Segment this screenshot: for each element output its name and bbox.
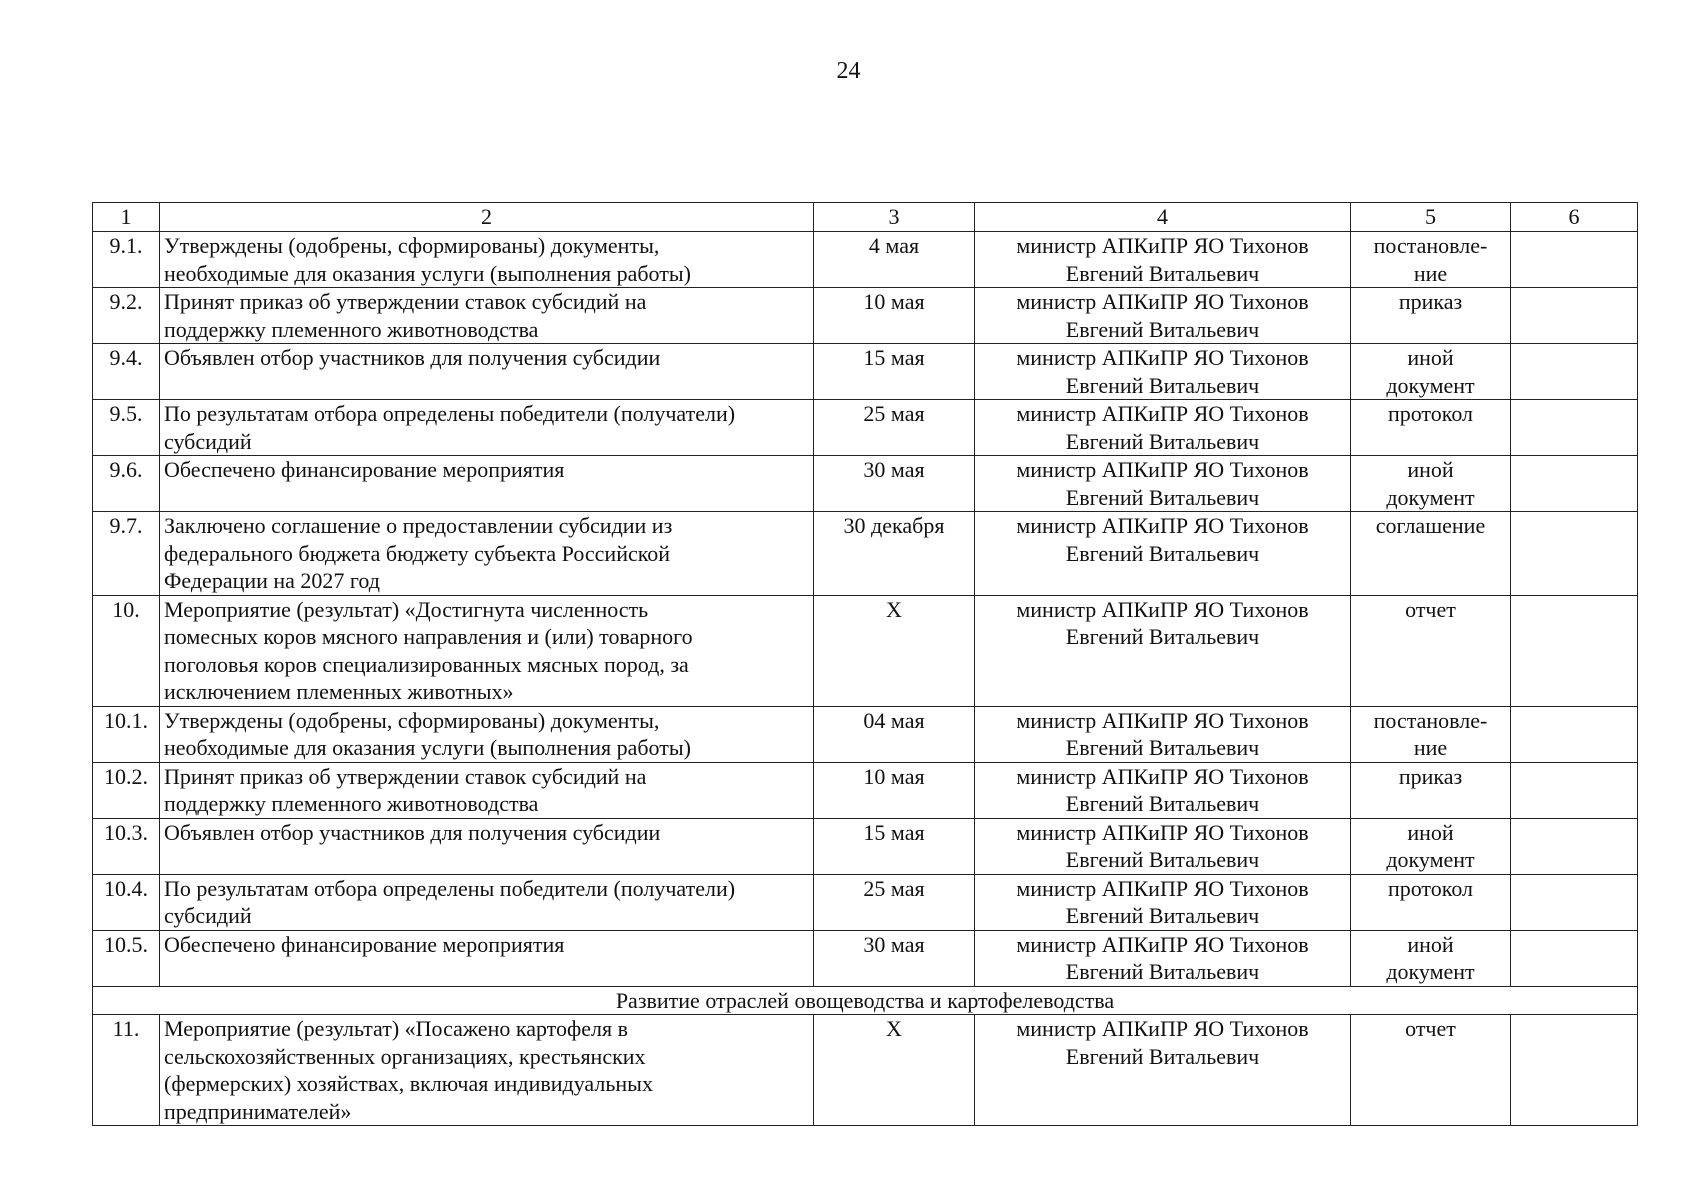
- doc-line: соглашение: [1375, 513, 1486, 538]
- row-date: 30 мая: [814, 930, 975, 986]
- section-row: [93, 986, 1638, 1015]
- resp-line: министр АПКиПР ЯО Тихонов: [1016, 233, 1309, 258]
- desc-line: субсидий: [164, 428, 252, 454]
- row-document-type: [1351, 232, 1511, 288]
- row-responsible: [975, 930, 1351, 986]
- table-row: [93, 1015, 1638, 1126]
- desc-line: (фермерских) хозяйствах, включая индивидуальных: [164, 1071, 653, 1096]
- row-description: [160, 930, 814, 986]
- row-responsible: [975, 706, 1351, 762]
- doc-line: ние: [1413, 735, 1448, 760]
- row-document-type: [1351, 344, 1511, 400]
- doc-line: приказ: [1398, 289, 1463, 314]
- desc-line: помесных коров мясного направления и (или) товарного: [164, 624, 693, 649]
- row-extra: [1511, 930, 1638, 986]
- row-date: 10 мая: [814, 762, 975, 818]
- resp-line: Евгений Витальевич: [1065, 484, 1260, 510]
- row-description: [160, 874, 814, 930]
- table-row: [93, 874, 1638, 930]
- resp-line: Евгений Витальевич: [1065, 1043, 1260, 1069]
- table-row: [93, 595, 1638, 706]
- table-row: [93, 344, 1638, 400]
- row-extra: [1511, 1015, 1638, 1126]
- row-number: 10.4.: [93, 874, 160, 930]
- row-date: 30 мая: [814, 456, 975, 512]
- desc-line: необходимые для оказания услуги (выполнения работы): [164, 260, 691, 286]
- row-extra: [1511, 232, 1638, 288]
- doc-line: иной: [1407, 819, 1454, 845]
- desc-line: Утверждены (одобрены, сформированы) документы,: [164, 233, 660, 258]
- row-extra: [1511, 288, 1638, 344]
- resp-line: министр АПКиПР ЯО Тихонов: [1016, 289, 1309, 314]
- row-date: 15 мая: [814, 344, 975, 400]
- row-number: 10.2.: [93, 762, 160, 818]
- doc-line: документ: [1386, 372, 1475, 398]
- doc-line: отчет: [1405, 1016, 1456, 1041]
- row-number: 9.1.: [93, 232, 160, 288]
- row-document-type: [1351, 288, 1511, 344]
- row-number: 10.1.: [93, 706, 160, 762]
- row-document-type: [1351, 595, 1511, 706]
- row-document-type: [1351, 512, 1511, 596]
- resp-line: министр АПКиПР ЯО Тихонов: [1016, 513, 1309, 538]
- resp-line: Евгений Витальевич: [1065, 624, 1260, 649]
- row-number: 9.7.: [93, 512, 160, 596]
- doc-line: документ: [1386, 484, 1475, 510]
- row-responsible: [975, 762, 1351, 818]
- table-row: [93, 930, 1638, 986]
- desc-line: поддержку племенного животноводства: [164, 316, 539, 342]
- row-extra: [1511, 818, 1638, 874]
- desc-line: По результатам отбора определены победители (получатели): [164, 875, 736, 901]
- row-responsible: [975, 595, 1351, 706]
- row-description: [160, 818, 814, 874]
- table-row: [93, 232, 1638, 288]
- doc-line: ние: [1413, 260, 1448, 286]
- row-description: [160, 1015, 814, 1126]
- row-document-type: [1351, 930, 1511, 986]
- row-responsible: [975, 344, 1351, 400]
- row-extra: [1511, 762, 1638, 818]
- table-row: [93, 762, 1638, 818]
- resp-line: министр АПКиПР ЯО Тихонов: [1016, 707, 1309, 733]
- desc-line: Утверждены (одобрены, сформированы) документы,: [164, 707, 660, 733]
- desc-line: исключением племенных животных»: [164, 679, 514, 704]
- row-document-type: [1351, 818, 1511, 874]
- row-description: [160, 288, 814, 344]
- row-description: [160, 595, 814, 706]
- row-date: 15 мая: [814, 818, 975, 874]
- row-number: 9.4.: [93, 344, 160, 400]
- row-document-type: [1351, 706, 1511, 762]
- row-extra: [1511, 706, 1638, 762]
- desc-line: поддержку племенного животноводства: [164, 791, 539, 816]
- header-col-5: 5: [1351, 203, 1511, 232]
- resp-line: министр АПКиПР ЯО Тихонов: [1016, 875, 1309, 901]
- desc-line: По результатам отбора определены победители (получатели): [164, 401, 736, 426]
- desc-line: Объявлен отбор участников для получения субсидии: [164, 819, 661, 845]
- desc-line: Мероприятие (результат) «Посажено картофеля в: [164, 1016, 629, 1041]
- row-description: [160, 232, 814, 288]
- row-responsible: [975, 1015, 1351, 1126]
- resp-line: министр АПКиПР ЯО Тихонов: [1016, 1016, 1309, 1041]
- row-extra: [1511, 400, 1638, 456]
- resp-line: Евгений Витальевич: [1065, 791, 1260, 816]
- row-responsible: [975, 288, 1351, 344]
- desc-line: Принят приказ об утверждении ставок субсидий на: [164, 289, 647, 314]
- desc-line: Мероприятие (результат) «Достигнута численность: [164, 596, 649, 622]
- row-responsible: [975, 818, 1351, 874]
- resp-line: Евгений Витальевич: [1065, 847, 1260, 872]
- table-row: [93, 456, 1638, 512]
- row-date: Х: [814, 595, 975, 706]
- resp-line: Евгений Витальевич: [1065, 260, 1260, 286]
- row-date: 25 мая: [814, 400, 975, 456]
- desc-line: Заключено соглашение о предоставлении субсидии из: [164, 513, 673, 538]
- row-responsible: [975, 874, 1351, 930]
- doc-line: постановле-: [1373, 707, 1488, 733]
- table-row: [93, 288, 1638, 344]
- resp-line: министр АПКиПР ЯО Тихонов: [1016, 819, 1309, 845]
- header-col-2: 2: [160, 203, 814, 232]
- table-row: [93, 400, 1638, 456]
- row-number: 10.5.: [93, 930, 160, 986]
- row-number: 10.3.: [93, 818, 160, 874]
- row-responsible: [975, 400, 1351, 456]
- desc-line: необходимые для оказания услуги (выполнения работы): [164, 735, 691, 760]
- row-responsible: [975, 232, 1351, 288]
- resp-line: министр АПКиПР ЯО Тихонов: [1016, 931, 1309, 957]
- row-extra: [1511, 512, 1638, 596]
- row-date: 04 мая: [814, 706, 975, 762]
- row-extra: [1511, 344, 1638, 400]
- row-number: 9.6.: [93, 456, 160, 512]
- header-col-1: 1: [93, 203, 160, 232]
- desc-line: федерального бюджета бюджету субъекта Российской: [164, 540, 671, 566]
- resp-line: министр АПКиПР ЯО Тихонов: [1016, 596, 1309, 622]
- resp-line: Евгений Витальевич: [1065, 372, 1260, 398]
- doc-line: приказ: [1398, 763, 1463, 789]
- desc-line: поголовья коров специализированных мясных пород, за: [164, 651, 689, 677]
- row-document-type: [1351, 456, 1511, 512]
- row-extra: [1511, 456, 1638, 512]
- row-description: [160, 344, 814, 400]
- header-row: [93, 203, 1638, 232]
- plan-table: [92, 202, 1638, 1126]
- resp-line: Евгений Витальевич: [1065, 540, 1260, 566]
- resp-line: министр АПКиПР ЯО Тихонов: [1016, 401, 1309, 426]
- resp-line: Евгений Витальевич: [1065, 903, 1260, 928]
- row-responsible: [975, 456, 1351, 512]
- row-description: [160, 456, 814, 512]
- row-number: 10.: [93, 595, 160, 706]
- resp-line: Евгений Витальевич: [1065, 316, 1260, 342]
- row-document-type: [1351, 762, 1511, 818]
- row-document-type: [1351, 874, 1511, 930]
- doc-line: иной: [1407, 457, 1454, 482]
- desc-line: Обеспечено финансирование мероприятия: [164, 931, 565, 957]
- doc-line: документ: [1386, 847, 1475, 872]
- resp-line: министр АПКиПР ЯО Тихонов: [1016, 763, 1309, 789]
- table-row: [93, 512, 1638, 596]
- row-date: Х: [814, 1015, 975, 1126]
- row-description: [160, 762, 814, 818]
- resp-line: министр АПКиПР ЯО Тихонов: [1016, 457, 1309, 482]
- row-description: [160, 706, 814, 762]
- doc-line: постановле-: [1373, 233, 1488, 258]
- row-description: [160, 512, 814, 596]
- table-row: [93, 706, 1638, 762]
- resp-line: министр АПКиПР ЯО Тихонов: [1016, 345, 1309, 370]
- desc-line: Федерации на 2027 год: [164, 568, 380, 593]
- header-col-4: 4: [975, 203, 1351, 232]
- row-date: 10 мая: [814, 288, 975, 344]
- desc-line: субсидий: [164, 903, 252, 928]
- plan-table-body: [93, 203, 1638, 1126]
- desc-line: сельскохозяйственных организациях, крестьянских: [164, 1043, 646, 1069]
- doc-line: иной: [1407, 931, 1454, 957]
- resp-line: Евгений Витальевич: [1065, 959, 1260, 984]
- doc-line: иной: [1407, 345, 1454, 370]
- row-extra: [1511, 595, 1638, 706]
- doc-line: протокол: [1387, 401, 1474, 426]
- table-row: [93, 818, 1638, 874]
- doc-line: документ: [1386, 959, 1475, 984]
- desc-line: Обеспечено финансирование мероприятия: [164, 457, 565, 482]
- header-col-3: 3: [814, 203, 975, 232]
- row-date: 30 декабря: [814, 512, 975, 596]
- page-number: 24: [836, 58, 861, 84]
- row-extra: [1511, 874, 1638, 930]
- row-description: [160, 400, 814, 456]
- desc-line: Объявлен отбор участников для получения субсидии: [164, 345, 661, 370]
- row-date: 4 мая: [814, 232, 975, 288]
- header-col-6: 6: [1511, 203, 1638, 232]
- row-number: 9.2.: [93, 288, 160, 344]
- row-number: 11.: [93, 1015, 160, 1126]
- row-date: 25 мая: [814, 874, 975, 930]
- desc-line: Принят приказ об утверждении ставок субсидий на: [164, 763, 647, 789]
- section-title: Развитие отраслей овощеводства и картофелеводства: [93, 986, 1638, 1015]
- resp-line: Евгений Витальевич: [1065, 428, 1260, 454]
- doc-line: отчет: [1405, 596, 1456, 622]
- doc-line: протокол: [1387, 875, 1474, 901]
- desc-line: предпринимателей»: [164, 1098, 352, 1124]
- row-document-type: [1351, 1015, 1511, 1126]
- row-number: 9.5.: [93, 400, 160, 456]
- resp-line: Евгений Витальевич: [1065, 735, 1260, 760]
- row-document-type: [1351, 400, 1511, 456]
- row-responsible: [975, 512, 1351, 596]
